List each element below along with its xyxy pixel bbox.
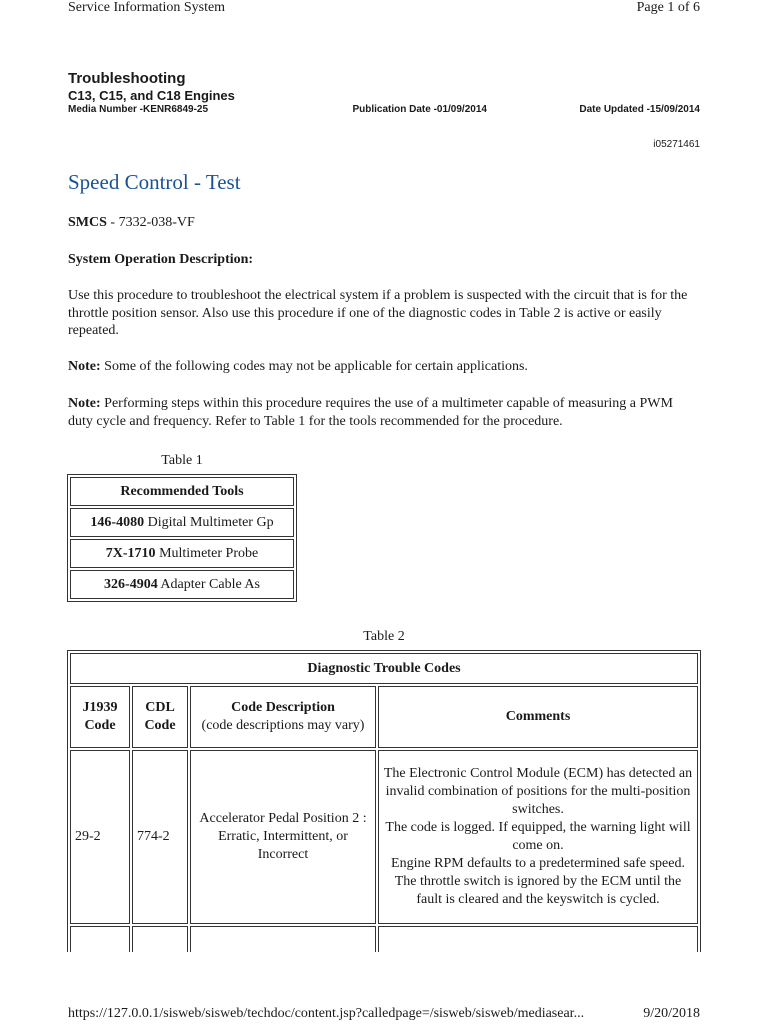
recommended-tools-table [67, 474, 297, 602]
tool-description: Multimeter Probe [155, 545, 259, 561]
tool-part-number: 7X-1710 [105, 545, 156, 561]
intro-paragraph: Use this procedure to troubleshoot the electrical system if a problem is suspected with the circuit that is for the throttle position sensor. Also use this procedure if one of the diagnostic codes in Table 2 is active or easily repeated. [68, 288, 688, 338]
section-heading: System Operation Description: [68, 252, 254, 267]
publication-date: Publication Date -01/09/2014 [352, 104, 487, 115]
doc-engines: C13, C15, and C18 Engines [68, 88, 235, 103]
comments-cell [378, 750, 698, 924]
tool-description: Digital Multimeter Gp [144, 514, 274, 530]
tool-row [70, 508, 294, 537]
date-updated: Date Updated -15/09/2014 [579, 104, 700, 115]
document-header [68, 70, 700, 117]
tool-description: Adapter Cable As [157, 576, 260, 592]
footer-date: 9/20/2018 [643, 1006, 700, 1021]
doc-meta-row [68, 103, 700, 117]
doc-id: i05271461 [653, 139, 700, 150]
smcs-value: - 7332-038-VF [106, 215, 195, 230]
smcs-label: SMCS [68, 215, 107, 230]
code-description: Accelerator Pedal Position 2 : Erratic, Intermittent, or Incorrect [190, 750, 376, 924]
note-label: Note: [68, 359, 101, 374]
page-indicator: Page 1 of 6 [636, 0, 700, 15]
tool-row [70, 570, 294, 599]
col-desc-subtitle: (code descriptions may vary) [201, 718, 365, 733]
note-2-text: Performing steps within this procedure requires the use of a multimeter capable of measuring a PWM duty cycle and frequency. Refer to Table 1 for the tools recommended for the procedure. [68, 396, 673, 429]
tool-part-number: 326-4904 [104, 576, 158, 592]
table2-caption: Table 2 [363, 629, 405, 644]
empty-cell [70, 926, 130, 954]
tool-part-number: 146-4080 [90, 514, 145, 530]
empty-cell [378, 926, 698, 954]
table-row [70, 926, 698, 954]
footer-url: https://127.0.0.1/sisweb/sisweb/techdoc/content.jsp?calledpage=/sisweb/sisweb/mediasear... [68, 1006, 585, 1021]
note-2 [68, 395, 700, 430]
col-j1939: J1939 Code [70, 686, 130, 748]
doc-category: Troubleshooting [68, 70, 186, 87]
table1-header: Recommended Tools [70, 477, 294, 506]
note-1-text: Some of the following codes may not be applicable for certain applications. [100, 359, 528, 374]
table-row [70, 750, 698, 924]
smcs-line [68, 214, 700, 232]
empty-cell [132, 926, 188, 954]
comment-line: Engine RPM defaults to a predetermined safe speed. The throttle switch is ignored by the ECM until the fault is cleared and the keyswitch is cycled. [391, 856, 685, 907]
col-cdl: CDL Code [132, 686, 188, 748]
col-desc-title: Code Description [231, 700, 335, 715]
system-name: Service Information System [68, 0, 226, 15]
comment-line: The Electronic Control Module (ECM) has detected an invalid combination of positions for the multi-position switches. [383, 766, 693, 817]
table1-caption: Table 1 [161, 453, 203, 468]
comment-line: The code is logged. If equipped, the warning light will come on. [385, 820, 691, 853]
empty-cell [190, 926, 376, 954]
page-cut [0, 952, 768, 992]
diagnostic-codes-table [67, 650, 701, 957]
table2-title: Diagnostic Trouble Codes [70, 653, 698, 684]
j1939-code: 29-2 [70, 750, 130, 924]
media-number: Media Number -KENR6849-25 [68, 104, 209, 115]
page-title: Speed Control - Test [68, 170, 241, 194]
note-1 [68, 358, 700, 376]
tool-row [70, 539, 294, 568]
col-comments: Comments [378, 686, 698, 748]
col-code-description [190, 686, 376, 748]
cdl-code: 774-2 [132, 750, 188, 924]
note-label: Note: [68, 396, 101, 411]
